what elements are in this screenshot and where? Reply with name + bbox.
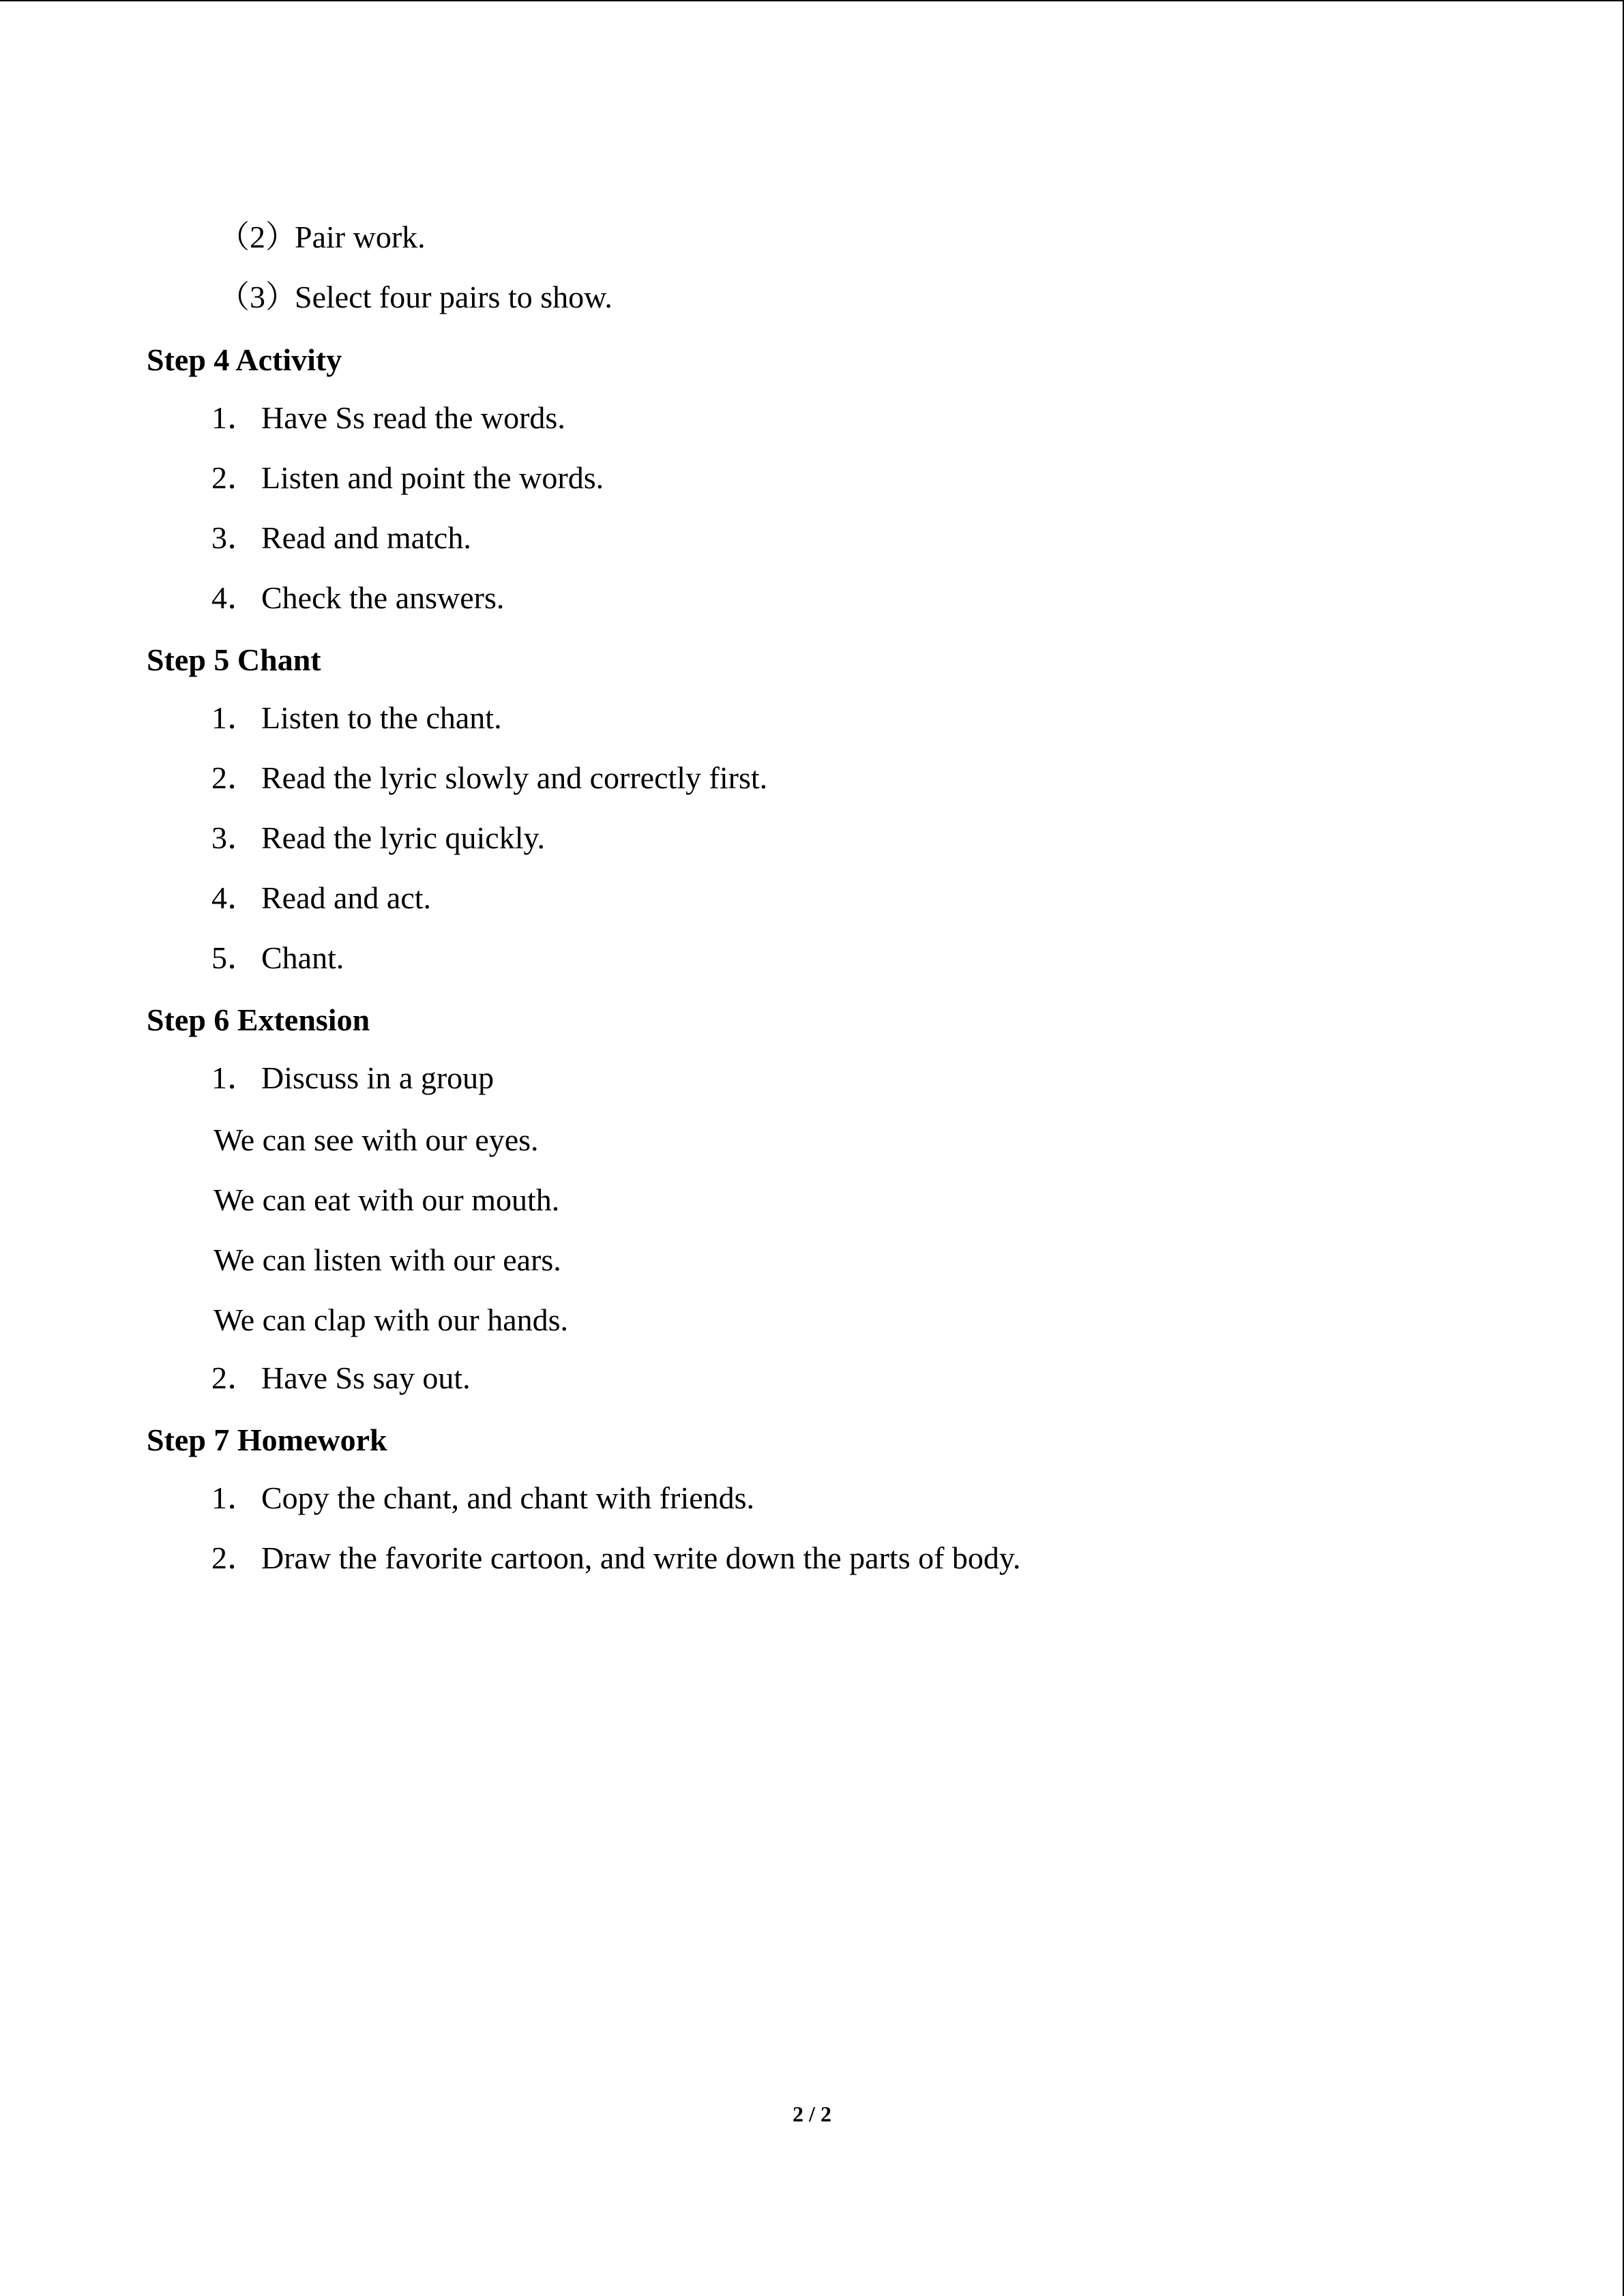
list-item (211, 458, 604, 498)
list-item (211, 878, 431, 919)
list-item (211, 758, 767, 799)
list-number: 1． (211, 400, 259, 435)
example-sentence: We can see with our eyes. (213, 1122, 539, 1157)
list-text: Read the lyric slowly and correctly first. (261, 760, 768, 795)
list-text: Discuss in a group (261, 1060, 494, 1095)
list-number: 2． (211, 1360, 259, 1395)
example-sentence: We can clap with our hands. (213, 1302, 569, 1337)
list-item (211, 938, 344, 979)
step-heading: Step 5 Chant (147, 642, 321, 677)
list-item (211, 1538, 1020, 1579)
list-text: Listen to the chant. (261, 700, 502, 735)
step-heading: Step 4 Activity (147, 342, 342, 377)
list-number: 2． (211, 1540, 259, 1575)
list-number: 1． (211, 1480, 259, 1515)
list-text: Read the lyric quickly. (261, 820, 545, 855)
list-text: Pair work. (295, 220, 426, 254)
step-heading: Step 7 Homework (147, 1422, 387, 1457)
step-heading: Step 6 Extension (147, 1002, 370, 1037)
example-sentence: We can listen with our ears. (213, 1242, 561, 1277)
list-text: Read and match. (261, 520, 471, 555)
list-text: Draw the favorite cartoon, and write down the parts of body. (261, 1540, 1021, 1575)
list-item (211, 1478, 754, 1519)
page-number: 2 / 2 (793, 2102, 831, 2126)
list-number: （3） (218, 280, 297, 314)
list-number: 4． (211, 580, 259, 615)
list-text: Have Ss say out. (261, 1360, 471, 1395)
list-item (218, 217, 426, 258)
list-number: （2） (218, 220, 297, 254)
list-number: 2． (211, 760, 259, 795)
list-number: 4． (211, 880, 259, 915)
list-number: 3． (211, 520, 259, 555)
list-text: Copy the chant, and chant with friends. (261, 1480, 755, 1515)
list-item (211, 398, 565, 438)
example-sentence: We can eat with our mouth. (213, 1182, 560, 1217)
list-number: 2． (211, 460, 259, 495)
list-text: Listen and point the words. (261, 460, 604, 495)
list-item (211, 1058, 494, 1099)
list-text: Read and act. (261, 880, 432, 915)
list-item (211, 818, 545, 859)
list-number: 3． (211, 820, 259, 855)
list-number: 1． (211, 1060, 259, 1095)
list-item (211, 518, 471, 558)
list-item (218, 277, 612, 318)
list-text: Have Ss read the words. (261, 400, 565, 435)
list-text: Select four pairs to show. (295, 280, 612, 314)
list-text: Check the answers. (261, 580, 505, 615)
list-number: 1． (211, 700, 259, 735)
list-number: 5． (211, 940, 259, 975)
list-item (211, 578, 504, 618)
list-item (211, 698, 502, 739)
list-text: Chant. (261, 940, 344, 975)
list-item (211, 1358, 471, 1399)
